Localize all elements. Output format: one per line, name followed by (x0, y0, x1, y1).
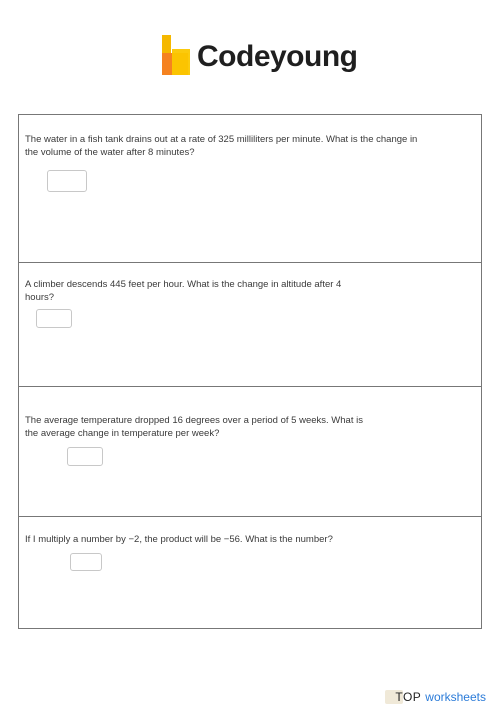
question-4 (19, 517, 481, 629)
question-3 (19, 387, 481, 517)
answer-input-4[interactable] (70, 553, 102, 571)
answer-input-3[interactable] (67, 447, 103, 466)
footer-brand-suffix: worksheets (425, 690, 486, 704)
worksheet (18, 114, 482, 629)
question-text: The water in a fish tank drains out at a rate of 325 milliliters per minute. What is the change in the volume of the water after 8 minutes? (25, 134, 418, 158)
brand-name: Codeyoung (197, 40, 358, 73)
question-2 (19, 263, 481, 387)
codeyoung-logo-icon (160, 35, 192, 79)
answer-input-2[interactable] (36, 309, 72, 328)
question-text: If I multiply a number by −2, the product will be −56. What is the number? (25, 534, 333, 545)
answer-input-1[interactable] (47, 170, 87, 192)
question-1 (19, 115, 481, 263)
topworksheets-footer-logo[interactable] (385, 690, 486, 704)
question-text: The average temperature dropped 16 degrees over a period of 5 weeks. What is the average change in temperature per week? (25, 415, 363, 439)
footer-brand-prefix: TOP (395, 690, 422, 704)
codeyoung-logo (160, 34, 358, 80)
question-text: A climber descends 445 feet per hour. What is the change in altitude after 4 hours? (25, 279, 342, 303)
